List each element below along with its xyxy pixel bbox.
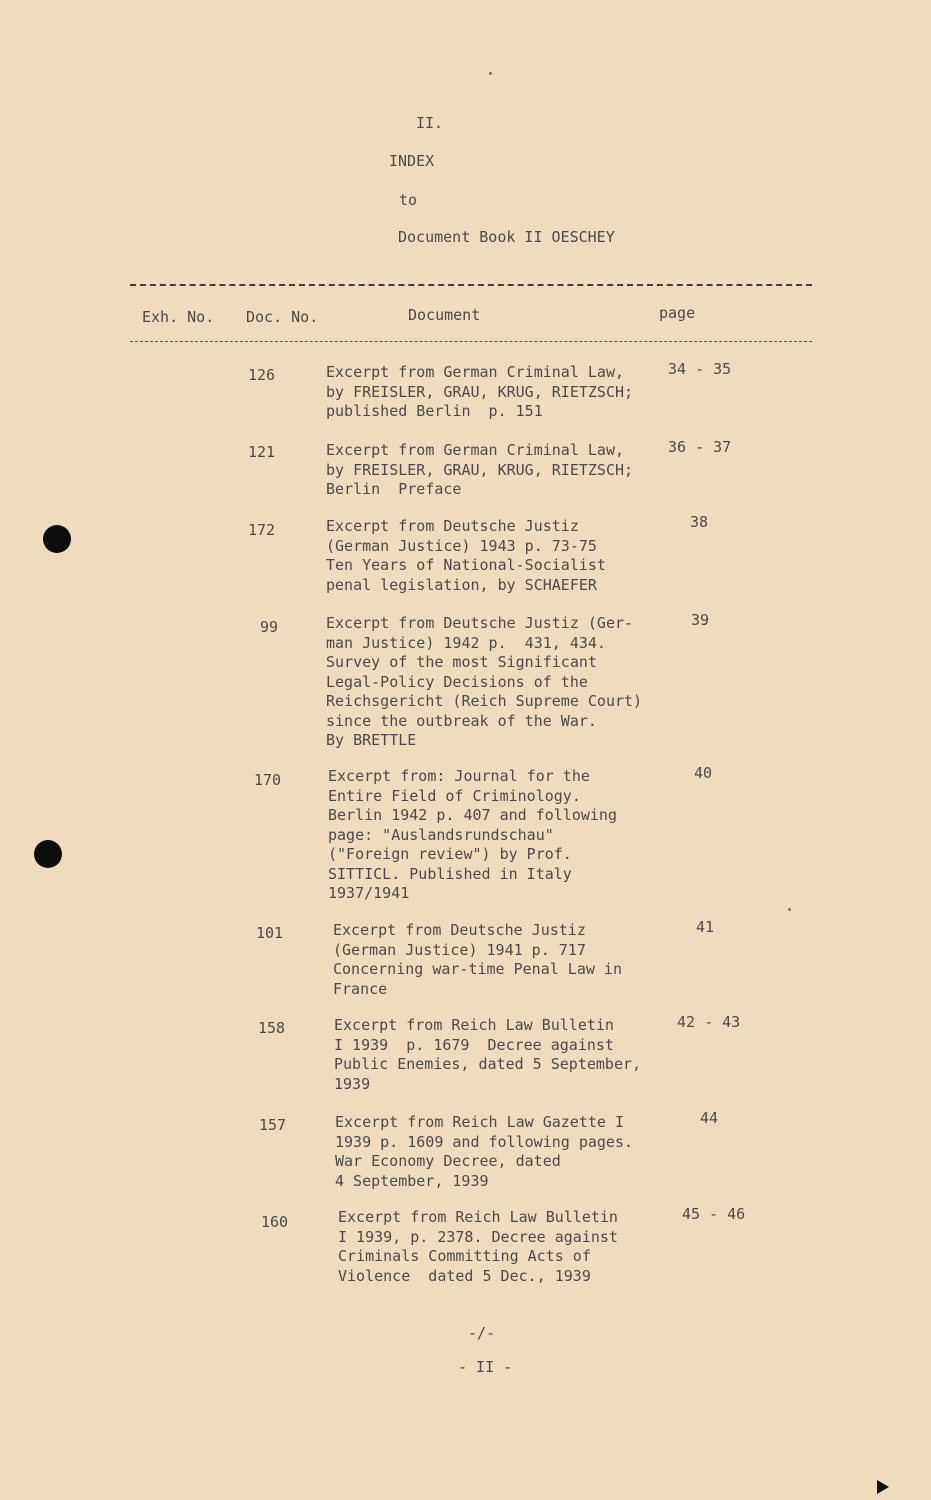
document-description [326, 363, 633, 422]
document-description [334, 1016, 641, 1094]
description-line: published Berlin p. 151 [326, 402, 543, 420]
description-line: Excerpt from Deutsche Justiz (Ger- [326, 614, 634, 632]
description-line: Public Enemies, dated 5 September, [334, 1055, 642, 1073]
corner-arrow-icon [877, 1480, 889, 1494]
description-line: since the outbreak of the War. [326, 711, 597, 730]
description-line: Excerpt from: Journal for the [328, 767, 590, 785]
continuation-mark: -/- [468, 1324, 496, 1342]
description-line: 1939 p. 1609 and following pages. [335, 1132, 634, 1151]
document-description [338, 1208, 618, 1286]
description-line: War Economy Decree, dated [335, 1152, 561, 1170]
doc-number: 158 [258, 1019, 286, 1037]
description-line: Excerpt from Reich Law Bulletin [338, 1208, 618, 1226]
description-line: By BRETTLE [326, 731, 417, 749]
page-range: 42 - 43 [677, 1013, 741, 1031]
page-range: 36 - 37 [668, 438, 732, 456]
doc-number: 121 [248, 443, 276, 461]
document-description [328, 767, 617, 904]
paper-speck [489, 72, 492, 75]
page-range: 44 [700, 1109, 719, 1127]
page-range: 41 [696, 918, 715, 936]
description-line: Legal-Policy Decisions of the [326, 672, 588, 691]
page-range: 39 [691, 611, 710, 629]
index-subtitle: Document Book II OESCHEY [398, 228, 615, 246]
page-range: 45 - 46 [682, 1205, 746, 1223]
description-line: Reichsgericht (Reich Supreme Court) [326, 692, 643, 710]
document-description [335, 1113, 633, 1191]
section-number: II. [416, 114, 444, 132]
document-description [326, 441, 633, 500]
description-line: Excerpt from Reich Law Bulletin [334, 1016, 614, 1034]
doc-number: 101 [256, 924, 284, 942]
description-line: Excerpt from German Criminal Law, [326, 441, 625, 459]
description-line: page: "Auslandsrundschau" [328, 825, 554, 844]
punch-hole [34, 840, 62, 868]
description-line: Berlin Preface [326, 480, 462, 498]
description-line: man Justice) 1942 p. 431, 434. [326, 633, 606, 652]
doc-number: 160 [261, 1213, 289, 1231]
doc-number: 99 [260, 618, 279, 636]
index-to: to [399, 191, 418, 209]
page-range: 34 - 35 [668, 360, 732, 378]
description-line: Excerpt from Deutsche Justiz [333, 921, 586, 939]
description-line: 1937/1941 [328, 884, 410, 902]
header-divider [130, 341, 812, 342]
description-line: ("Foreign review") by Prof. [328, 845, 572, 863]
punch-hole [43, 525, 71, 553]
doc-number: 157 [259, 1116, 287, 1134]
column-header-doc-no: Doc. No. [246, 308, 319, 326]
top-divider [130, 284, 812, 286]
description-line: (German Justice) 1941 p. 717 [333, 940, 586, 959]
index-title: INDEX [389, 152, 435, 170]
description-line: (German Justice) 1943 p. 73-75 [326, 536, 597, 555]
doc-number: 172 [248, 521, 276, 539]
description-line: Concerning war-time Penal Law in [333, 960, 622, 978]
description-line: I 1939, p. 2378. Decree against [338, 1227, 618, 1246]
description-line: France [333, 979, 388, 998]
page-range: 40 [694, 764, 713, 782]
page-number: - II - [458, 1358, 513, 1376]
document-description [326, 614, 642, 751]
description-line: SITTICL. Published in Italy [328, 864, 572, 883]
description-line: Excerpt from German Criminal Law, [326, 363, 625, 381]
column-header-document: Document [408, 306, 481, 324]
description-line: Excerpt from Deutsche Justiz [326, 517, 579, 535]
page-range: 38 [690, 513, 709, 531]
doc-number: 170 [254, 771, 282, 789]
column-header-page: page [659, 304, 696, 322]
description-line: I 1939 p. 1679 Decree against [334, 1035, 614, 1054]
description-line: Excerpt from Reich Law Gazette I [335, 1113, 624, 1131]
description-line: Criminals Committing Acts of [338, 1247, 591, 1265]
description-line: penal legislation, by SCHAEFER [326, 575, 597, 594]
description-line: by FREISLER, GRAU, KRUG, RIETZSCH; [326, 382, 634, 401]
description-line: Entire Field of Criminology. [328, 786, 581, 805]
description-line: Berlin 1942 p. 407 and following [328, 806, 617, 824]
description-line: by FREISLER, GRAU, KRUG, RIETZSCH; [326, 460, 634, 479]
description-line: Survey of the most Significant [326, 653, 597, 671]
description-line: Ten Years of National-Socialist [326, 556, 606, 574]
description-line: Violence dated 5 Dec., 1939 [338, 1266, 591, 1285]
document-description [326, 517, 606, 595]
doc-number: 126 [248, 366, 276, 384]
paper-speck [788, 908, 791, 911]
description-line: 1939 [334, 1074, 371, 1093]
document-description [333, 921, 622, 999]
description-line: 4 September, 1939 [335, 1171, 489, 1190]
column-header-exh-no: Exh. No. [142, 308, 215, 326]
